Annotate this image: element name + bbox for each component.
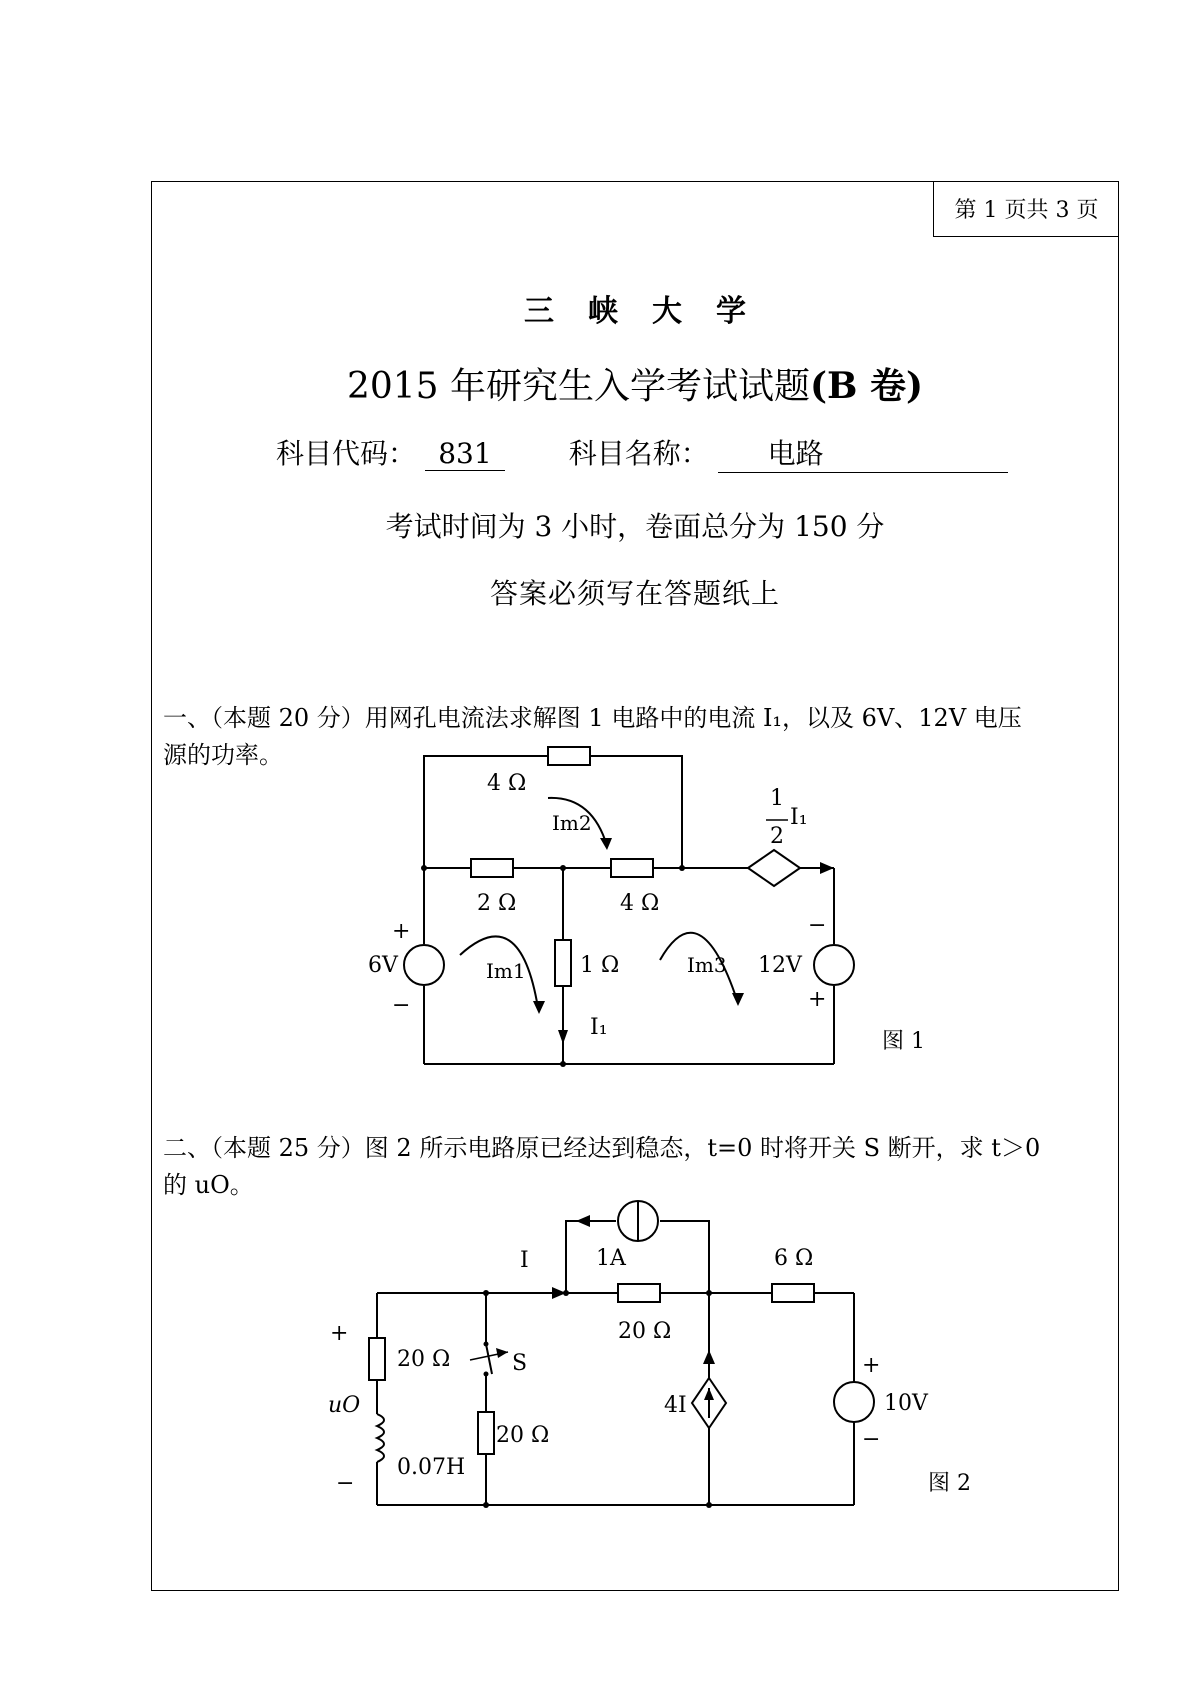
fig2-volt-src-label: 10V — [884, 1391, 928, 1416]
fig2-r-left-label: 20 Ω — [397, 1347, 451, 1372]
fig1-r-left-label: 2 Ω — [477, 891, 517, 916]
fig2-src-plus: + — [862, 1353, 881, 1378]
fig2-r-mid-label: 20 Ω — [618, 1319, 672, 1344]
fig1-r-vertical-label: 1 Ω — [580, 953, 620, 978]
fig1-mesh2-label: Im2 — [552, 811, 592, 835]
fig1-dep-den: 2 — [770, 824, 784, 849]
subject-code-label: 科目代码： — [276, 437, 417, 470]
fig1-dep-var: I₁ — [790, 805, 808, 830]
fig1-src-right-label: 12V — [758, 953, 802, 978]
question-1-line1: 一、（本题 20 分）用网孔电流法求解图 1 电路中的电流 I₁，以及 6V、12V 电压 — [163, 704, 1022, 732]
question-1-line2: 源的功率。 — [163, 741, 283, 769]
fig2-output-plus: + — [330, 1321, 349, 1346]
fig2-r-switch-label: 20 Ω — [496, 1423, 550, 1448]
title-suffix: (B 卷) — [810, 365, 924, 407]
fig2-output-minus: − — [336, 1471, 355, 1496]
fig2-inductor-label: 0.07H — [397, 1455, 466, 1480]
exam-info: 考试时间为 3 小时，卷面总分为 150 分 — [385, 510, 885, 543]
title-main: 2015 年研究生入学考试试题 — [346, 366, 811, 407]
fig1-left-plus: + — [392, 919, 411, 944]
subject-name: 电路 — [718, 432, 1008, 473]
question-2-line1: 二、（本题 25 分）图 2 所示电路原已经达到稳态，t=0 时将开关 S 断开，求 t＞0 — [163, 1134, 1041, 1162]
exam-notice: 答案必须写在答题纸上 — [489, 577, 780, 610]
fig1-right-plus: + — [808, 987, 827, 1012]
fig2-src-minus: − — [862, 1427, 881, 1452]
fig2-r-right-label: 6 Ω — [774, 1246, 814, 1271]
fig2-switch-label: S — [512, 1351, 528, 1376]
page-indicator: 第 1 页共 3 页 — [933, 181, 1119, 237]
fig2-output-label: uO — [328, 1393, 361, 1418]
fig1-dep-num: 1 — [770, 786, 784, 811]
fig1-mesh1-label: Im1 — [486, 959, 526, 983]
fig2-caption: 图 2 — [928, 1471, 971, 1496]
fig1-left-minus: − — [392, 993, 411, 1018]
fig1-src-left-label: 6V — [368, 953, 398, 978]
question-2-line2: 的 uO。 — [163, 1171, 254, 1199]
fig1-right-minus: − — [808, 913, 827, 938]
subject-code: 831 — [425, 437, 505, 471]
fig2-src-current-label: 1A — [596, 1246, 626, 1271]
fig1-mesh3-label: Im3 — [687, 953, 727, 977]
subject-name-label: 科目名称： — [568, 437, 709, 470]
fig2-dep-src-label: 4I — [664, 1393, 687, 1418]
school-name: 三峡大学 — [524, 294, 780, 329]
fig1-r-top-label: 4 Ω — [487, 771, 527, 796]
fig1-r-mid-label: 4 Ω — [620, 891, 660, 916]
fig1-caption: 图 1 — [882, 1029, 925, 1054]
fig2-current-label: I — [520, 1248, 529, 1273]
fig1-current-label: I₁ — [590, 1015, 608, 1040]
